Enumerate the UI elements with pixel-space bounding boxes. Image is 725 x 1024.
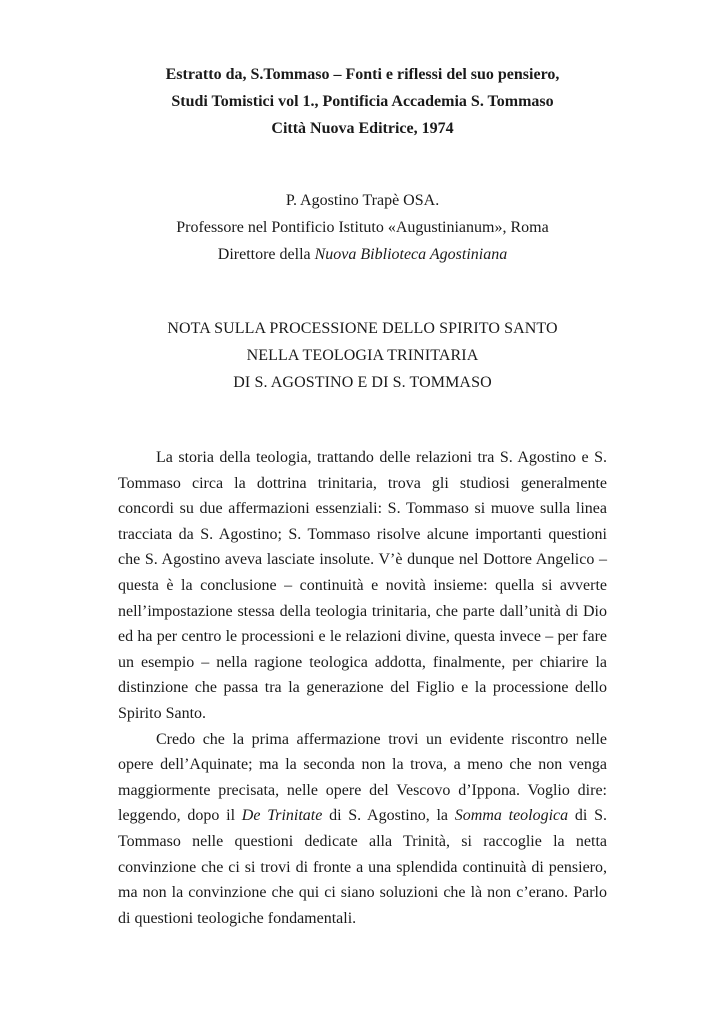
article-title	[0, 315, 725, 396]
paragraph-2-italic-2: Somma teologica	[454, 807, 569, 825]
source-line-3: Città Nuova Editrice, 1974	[271, 120, 454, 137]
paragraph-2-italic-1: De Trinitate	[241, 807, 323, 825]
source-line-1: Estratto da, S.Tommaso – Fonti e riflessi del suo pensiero,	[165, 66, 560, 83]
title-line-1: NOTA SULLA PROCESSIONE DELLO SPIRITO SANTO	[167, 320, 558, 337]
author-block	[0, 187, 725, 268]
author-role-2-prefix: Direttore della	[217, 246, 315, 263]
author-role-2	[0, 241, 725, 268]
source-line-2: Studi Tomistici vol 1., Pontificia Accademia S. Tommaso	[171, 93, 554, 110]
author-role-2-italic: Nuova Biblioteca Agostiniana	[314, 246, 508, 263]
paragraph-2	[118, 727, 607, 932]
article-body	[118, 445, 607, 931]
paragraph-1: La storia della teologia, trattando delle relazioni tra S. Agostino e S. Tommaso circa la dottrina trinitaria, trova gli studiosi generalmente concordi su due affermazioni essenziali: S. Tommaso si muove sulla linea tracciata da S. Agostino; S. Tommaso risolve alcune importanti questioni che S. Agostino aveva lasciate insolute. V’è dunque nel Dottore Angelico – questa è la conclusione – continuità e novità insieme: quella si avverte nell’impostazione stessa della teologia trinitaria, che parte dall’unità di Dio ed ha per centro le processioni e le relazioni divine, questa invece – per fare un esempio – nella ragione teologica addotta, finalmente, per chiarire la distinzione che passa tra la generazione del Figlio e la processione dello Spirito Santo.	[118, 449, 607, 722]
author-name: P. Agostino Trapè OSA.	[285, 192, 440, 209]
title-line-2: NELLA TEOLOGIA TRINITARIA	[246, 347, 479, 364]
paragraph-2-part-1: Credo che la prima affermazione trovi un evidente riscontro nelle opere dell’Aquinate; ma la seconda non la trova, a meno che non venga maggiormente precisata, nelle opere del Vescovo d’Ippona. Voglio dire: leggendo, dopo il	[118, 730, 607, 825]
title-line-3: DI S. AGOSTINO E DI S. TOMMASO	[233, 374, 492, 391]
author-role-1: Professore nel Pontificio Istituto «Augustinianum», Roma	[176, 219, 549, 236]
paragraph-2-part-2: di S. Agostino, la	[322, 807, 455, 825]
source-citation	[0, 61, 725, 142]
paragraph-2-part-3: di S. Tommaso nelle questioni dedicate alla Trinità, si raccoglie la netta convinzione che ci si trovi di fronte a una splendida continuità di pensiero, ma non la convinzione che qui ci siano soluzioni che là non c’erano. Parlo di questioni teologiche fondamentali.	[118, 807, 608, 927]
